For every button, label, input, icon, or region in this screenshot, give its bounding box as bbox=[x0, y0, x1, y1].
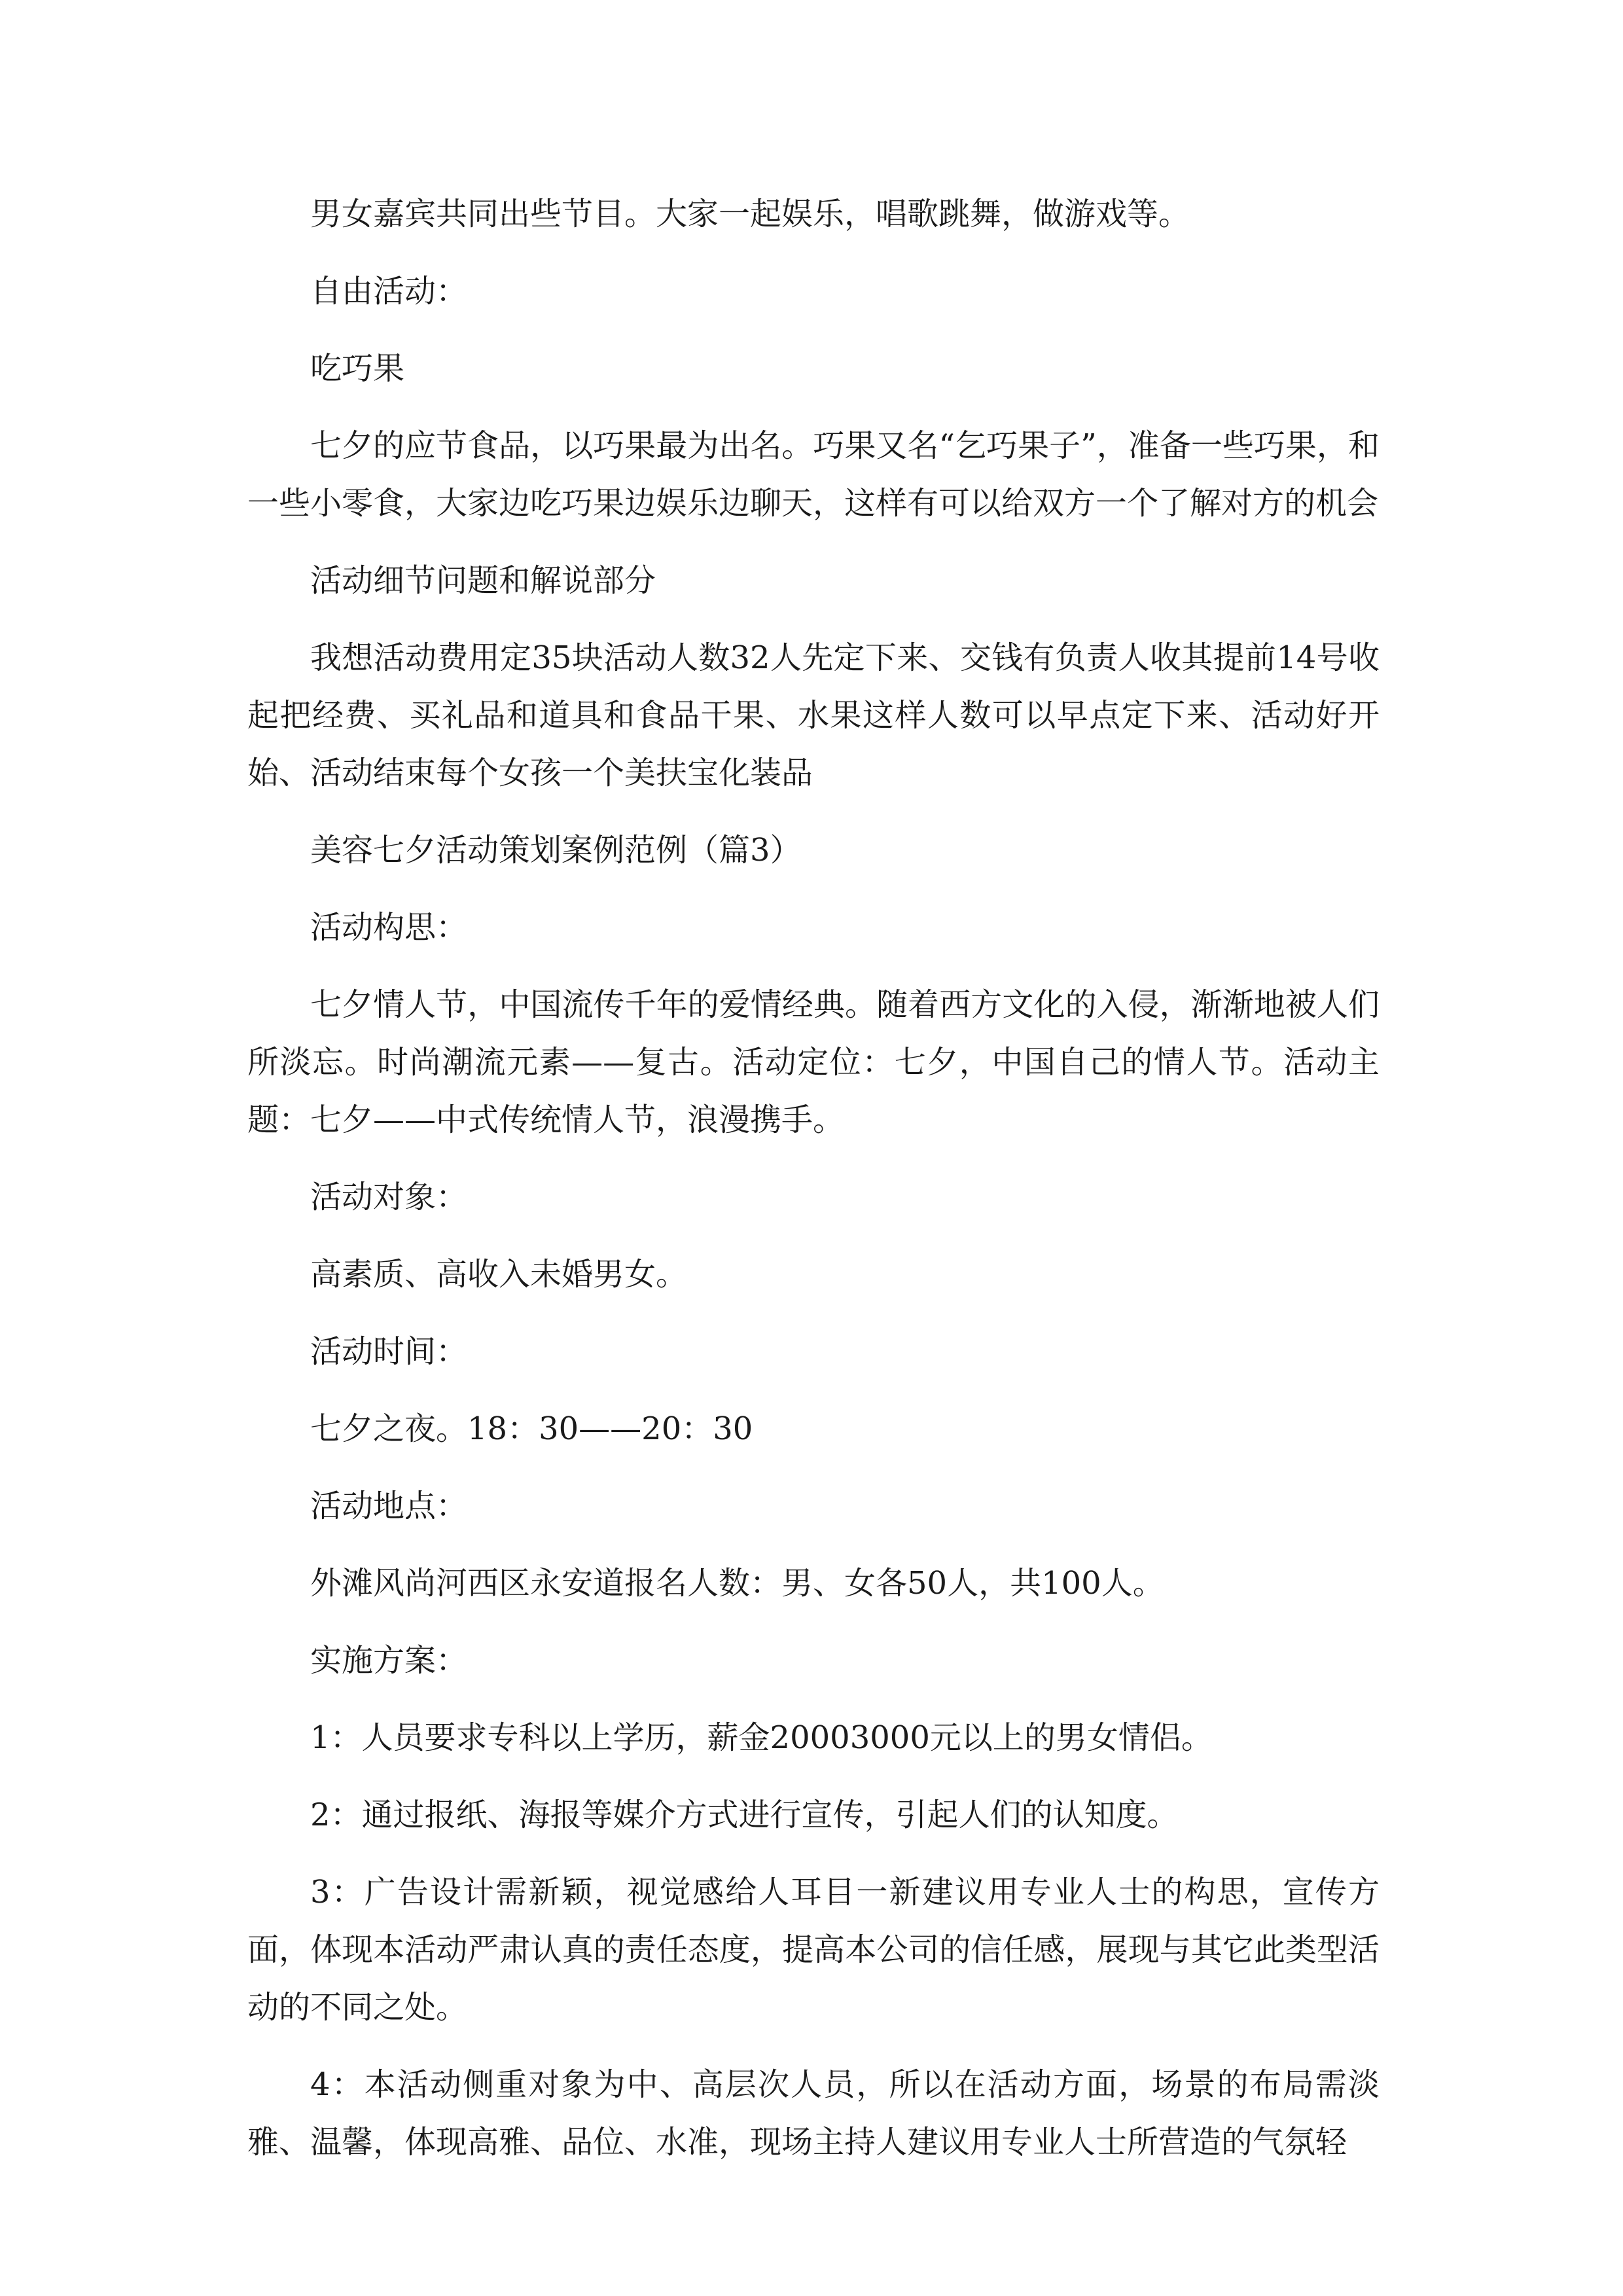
section-title-part3: 美容七夕活动策划案例范例（篇3） bbox=[310, 832, 802, 869]
plan-item-4: 4：本活动侧重对象为中、高层次人员，所以在活动方面，场景的布局需淡雅、温馨，体现高雅、品位、水准，现场主持人建议用专业人士所营造的气氛轻 bbox=[247, 2066, 1380, 2161]
heading-location: 活动地点： bbox=[310, 1488, 468, 1524]
plan-item-3: 3：广告设计需新颖，视觉感给人耳目一新建议用专业人士的构思，宣传方面，体现本活动严肃认真的责任态度，提高本公司的信任感，展现与其它此类型活动的不同之处。 bbox=[247, 1874, 1380, 2026]
heading-plan: 实施方案： bbox=[310, 1642, 468, 1679]
paragraph-concept: 七夕情人节，中国流传千年的爱情经典。随着西方文化的入侵，渐渐地被人们所淡忘。时尚潮流元素——复古。活动定位：七夕，中国自己的情人节。活动主题：七夕——中式传统情人节，浪漫携手。 bbox=[247, 986, 1380, 1138]
heading-free-activity: 自由活动： bbox=[310, 273, 468, 310]
heading-activity-details: 活动细节问题和解说部分 bbox=[310, 562, 656, 599]
paragraph-location: 外滩风尚河西区永安道报名人数：男、女各50人，共100人。 bbox=[310, 1565, 1164, 1602]
paragraph-time: 七夕之夜。18：30——20：30 bbox=[310, 1410, 753, 1447]
paragraph-qiaoguo: 七夕的应节食品，以巧果最为出名。巧果又名“乞巧果子”，准备一些巧果，和一些小零食，大家边吃巧果边娱乐边聊天，这样有可以给双方一个了解对方的机会 bbox=[247, 427, 1380, 522]
plan-item-2: 2：通过报纸、海报等媒介方式进行宣传，引起人们的认知度。 bbox=[310, 1797, 1179, 1833]
heading-time: 活动时间： bbox=[310, 1333, 468, 1370]
document-body bbox=[247, 185, 1380, 2191]
paragraph-fees: 我想活动费用定35块活动人数32人先定下来、交钱有负责人收其提前14号收起把经费、买礼品和道具和食品干果、水果这样人数可以早点定下来、活动好开始、活动结束每个女孩一个美扶宝化装品 bbox=[247, 639, 1380, 791]
paragraph-audience: 高素质、高收入未婚男女。 bbox=[310, 1256, 688, 1293]
paragraph-program: 男女嘉宾共同出些节目。大家一起娱乐，唱歌跳舞，做游戏等。 bbox=[310, 196, 1190, 232]
heading-eat-qiaoguo: 吃巧果 bbox=[310, 350, 405, 387]
plan-item-1: 1：人员要求专科以上学历，薪金20003000元以上的男女情侣。 bbox=[310, 1719, 1213, 1756]
heading-audience: 活动对象： bbox=[310, 1179, 468, 1215]
heading-concept: 活动构思： bbox=[310, 909, 468, 946]
